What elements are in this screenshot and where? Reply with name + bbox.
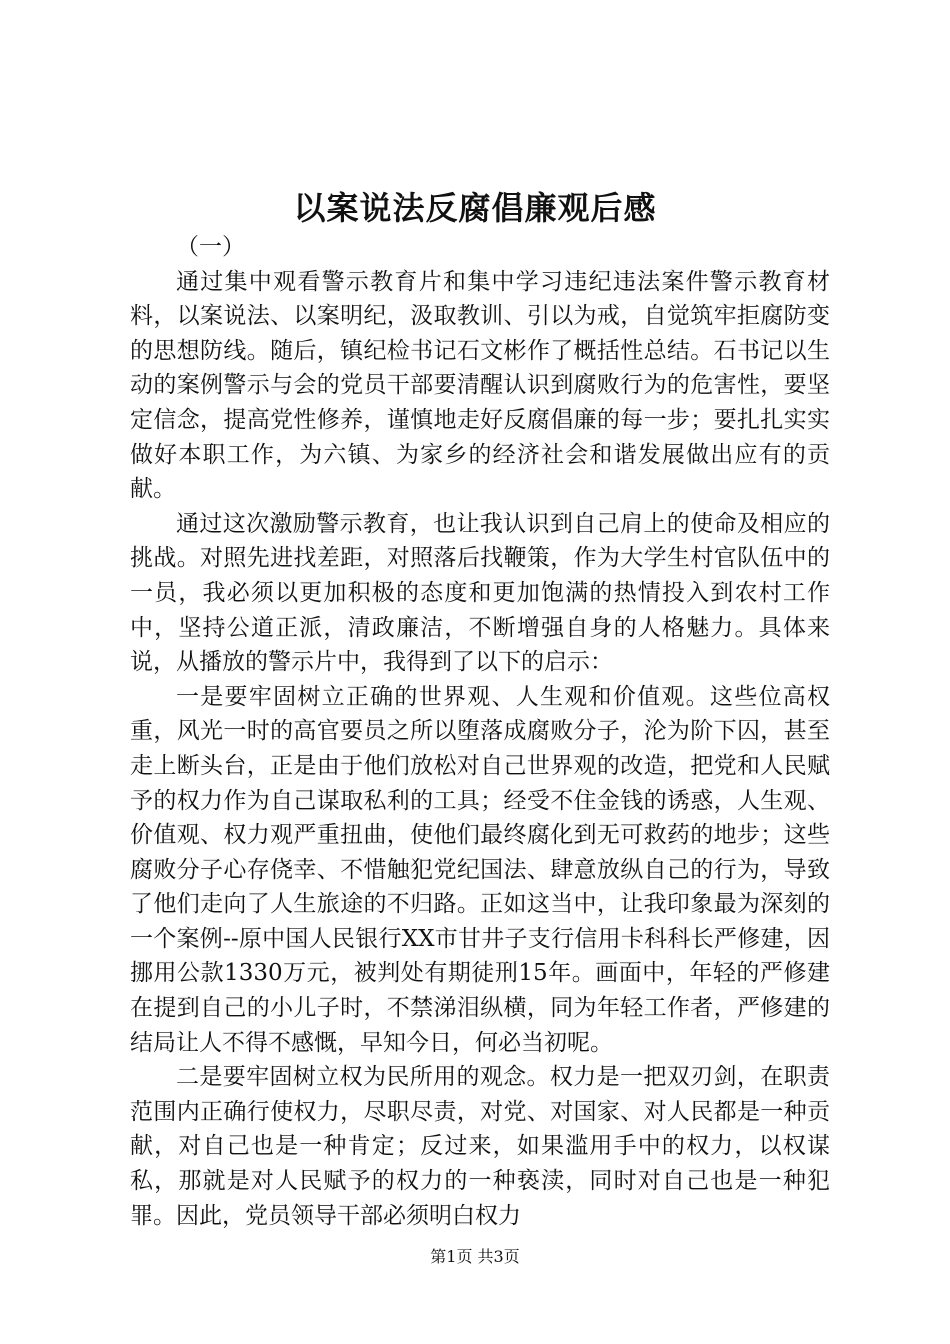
section-mark: （一） [176, 234, 245, 260]
paragraph-4: 二是要牢固树立权为民所用的观念。权力是一把双刃剑，在职责范围内正确行使权力，尽职尽责，对党、对国家、对人民都是一种贡献，对自己也是一种肯定；反过来，如果滥用手中的权力，以权谋私，那就是对人民赋予的权力的一种亵渎，同时对自己也是一种犯罪。因此，党员领导干部必须明白权力 [130, 1064, 830, 1229]
document-body [130, 230, 830, 1233]
paragraph-2: 通过这次激励警示教育，也让我认识到自己肩上的使命及相应的挑战。对照先进找差距，对照落后找鞭策，作为大学生村官队伍中的一员，我必须以更加积极的态度和更加饱满的热情投入到农村工作中，坚持公道正派，清政廉洁，不断增强自身的人格魅力。具体来说，从播放的警示片中，我得到了以下的启示： [130, 510, 830, 676]
page-footer: 第1页 共3页 [430, 1247, 520, 1266]
document-title: 以案说法反腐倡廉观后感 [293, 189, 657, 227]
paragraph-1: 通过集中观看警示教育片和集中学习违纪违法案件警示教育材料，以案说法、以案明纪，汲取教训、引以为戒，自觉筑牢拒腐防变的思想防线。随后，镇纪检书记石文彬作了概括性总结。石书记以生动的案例警示与会的党员干部要清醒认识到腐败行为的危害性，要坚定信念，提高党性修养，谨慎地走好反腐倡廉的每一步；要扎扎实实做好本职工作，为六镇、为家乡的经济社会和谐发展做出应有的贡献。 [130, 268, 830, 503]
paragraph-3: 一是要牢固树立正确的世界观、人生观和价值观。这些位高权重，风光一时的高官要员之所以堕落成腐败分子，沦为阶下囚，甚至走上断头台，正是由于他们放松对自己世界观的改造，把党和人民赋予的权力作为自己谋取私利的工具；经受不住金钱的诱惑，人生观、价值观、权力观严重扭曲，使他们最终腐化到无可救药的地步；这些腐败分子心存侥幸、不惜触犯党纪国法、肆意放纵自己的行为，导致了他们走向了人生旅途的不归路。正如这当中，让我印象最为深刻的一个案例--原中国人民银行XX市甘井子支行信用卡科科长严修建，因挪用公款1330万元，被判处有期徒刑15年。画面中，年轻的严修建在提到自己的小儿子时，不禁涕泪纵横，同为年轻工作者，严修建的结局让人不得不感慨，早知今日，何必当初呢。 [130, 683, 830, 1056]
